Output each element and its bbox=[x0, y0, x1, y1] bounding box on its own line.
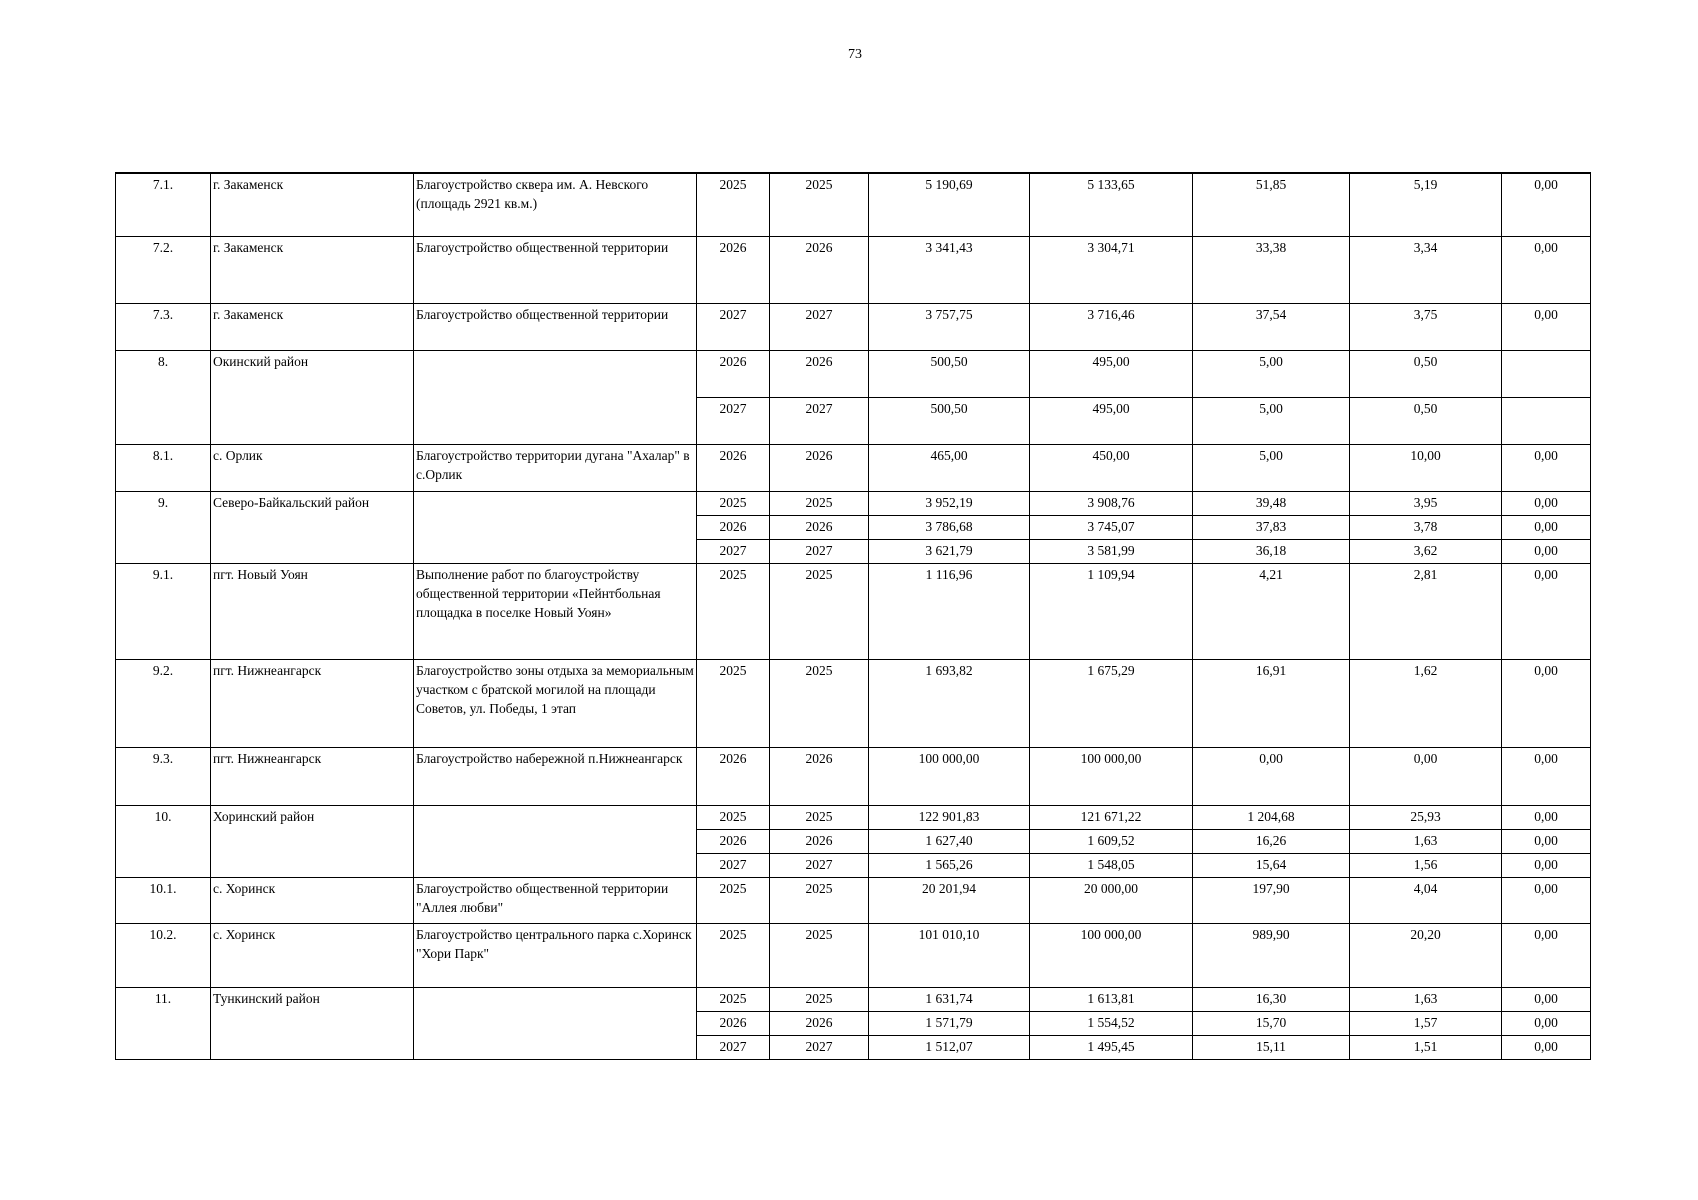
amount-cell: 989,90 bbox=[1193, 923, 1350, 987]
end-year-cell: 2025 bbox=[770, 491, 869, 515]
amount-cell: 1,56 bbox=[1350, 853, 1502, 877]
project-cell: Благоустройство общественной территории bbox=[414, 236, 697, 303]
location-cell: г. Закаменск bbox=[211, 236, 414, 303]
amount-cell: 0,00 bbox=[1502, 747, 1591, 805]
amount-cell: 16,30 bbox=[1193, 987, 1350, 1011]
start-year-cell: 2027 bbox=[697, 1035, 770, 1059]
row-number: 8. bbox=[116, 350, 211, 444]
amount-cell: 3 757,75 bbox=[869, 303, 1030, 350]
amount-cell: 5,00 bbox=[1193, 444, 1350, 491]
end-year-cell: 2025 bbox=[770, 173, 869, 236]
amount-cell: 3,78 bbox=[1350, 515, 1502, 539]
table-row bbox=[116, 805, 1591, 829]
amount-cell: 1,62 bbox=[1350, 659, 1502, 747]
location-cell: Окинский район bbox=[211, 350, 414, 444]
end-year-cell: 2027 bbox=[770, 539, 869, 563]
amount-cell: 5,00 bbox=[1193, 350, 1350, 397]
amount-cell: 16,91 bbox=[1193, 659, 1350, 747]
end-year-cell: 2026 bbox=[770, 350, 869, 397]
row-number: 11. bbox=[116, 987, 211, 1059]
amount-cell: 1 495,45 bbox=[1030, 1035, 1193, 1059]
amount-cell: 5,00 bbox=[1193, 397, 1350, 444]
amount-cell: 3,34 bbox=[1350, 236, 1502, 303]
amount-cell: 465,00 bbox=[869, 444, 1030, 491]
amount-cell: 197,90 bbox=[1193, 877, 1350, 923]
amount-cell: 51,85 bbox=[1193, 173, 1350, 236]
amount-cell: 25,93 bbox=[1350, 805, 1502, 829]
amount-cell: 33,38 bbox=[1193, 236, 1350, 303]
amount-cell: 1 565,26 bbox=[869, 853, 1030, 877]
amount-cell bbox=[1502, 397, 1591, 444]
amount-cell: 3 786,68 bbox=[869, 515, 1030, 539]
start-year-cell: 2025 bbox=[697, 923, 770, 987]
row-number: 9.3. bbox=[116, 747, 211, 805]
amount-cell: 0,00 bbox=[1502, 877, 1591, 923]
start-year-cell: 2026 bbox=[697, 444, 770, 491]
row-number: 9. bbox=[116, 491, 211, 563]
end-year-cell: 2027 bbox=[770, 397, 869, 444]
row-number: 10.1. bbox=[116, 877, 211, 923]
start-year-cell: 2025 bbox=[697, 491, 770, 515]
start-year-cell: 2027 bbox=[697, 397, 770, 444]
start-year-cell: 2025 bbox=[697, 877, 770, 923]
amount-cell: 3 341,43 bbox=[869, 236, 1030, 303]
row-number: 7.3. bbox=[116, 303, 211, 350]
row-number: 10.2. bbox=[116, 923, 211, 987]
location-cell: с. Орлик bbox=[211, 444, 414, 491]
project-cell: Выполнение работ по благоустройству общественной территории «Пейнтбольная площадка в поселке Новый Уоян» bbox=[414, 563, 697, 659]
amount-cell: 10,00 bbox=[1350, 444, 1502, 491]
amount-cell: 15,64 bbox=[1193, 853, 1350, 877]
amount-cell: 1 631,74 bbox=[869, 987, 1030, 1011]
amount-cell: 100 000,00 bbox=[1030, 923, 1193, 987]
start-year-cell: 2026 bbox=[697, 236, 770, 303]
amount-cell: 3 621,79 bbox=[869, 539, 1030, 563]
project-cell: Благоустройство общественной территории bbox=[414, 303, 697, 350]
end-year-cell: 2025 bbox=[770, 805, 869, 829]
amount-cell: 1 675,29 bbox=[1030, 659, 1193, 747]
amount-cell: 0,00 bbox=[1502, 444, 1591, 491]
amount-cell: 100 000,00 bbox=[869, 747, 1030, 805]
amount-cell: 1 116,96 bbox=[869, 563, 1030, 659]
amount-cell: 16,26 bbox=[1193, 829, 1350, 853]
start-year-cell: 2026 bbox=[697, 747, 770, 805]
amount-cell: 0,00 bbox=[1502, 173, 1591, 236]
amount-cell: 3 304,71 bbox=[1030, 236, 1193, 303]
amount-cell: 15,70 bbox=[1193, 1011, 1350, 1035]
table-row bbox=[116, 747, 1591, 805]
project-cell bbox=[414, 805, 697, 877]
end-year-cell: 2027 bbox=[770, 1035, 869, 1059]
amount-cell: 3 581,99 bbox=[1030, 539, 1193, 563]
amount-cell: 0,00 bbox=[1502, 539, 1591, 563]
project-cell: Благоустройство набережной п.Нижнеангарск bbox=[414, 747, 697, 805]
start-year-cell: 2025 bbox=[697, 805, 770, 829]
project-cell: Благоустройство сквера им. А. Невского (площадь 2921 кв.м.) bbox=[414, 173, 697, 236]
amount-cell: 3 908,76 bbox=[1030, 491, 1193, 515]
start-year-cell: 2027 bbox=[697, 539, 770, 563]
budget-table bbox=[115, 172, 1591, 1060]
amount-cell: 20 201,94 bbox=[869, 877, 1030, 923]
table-row bbox=[116, 563, 1591, 659]
table-row bbox=[116, 987, 1591, 1011]
start-year-cell: 2026 bbox=[697, 350, 770, 397]
amount-cell: 450,00 bbox=[1030, 444, 1193, 491]
table-row bbox=[116, 877, 1591, 923]
start-year-cell: 2025 bbox=[697, 987, 770, 1011]
location-cell: пгт. Нижнеангарск bbox=[211, 659, 414, 747]
row-number: 9.1. bbox=[116, 563, 211, 659]
amount-cell: 0,00 bbox=[1502, 563, 1591, 659]
amount-cell: 3,95 bbox=[1350, 491, 1502, 515]
amount-cell: 5 133,65 bbox=[1030, 173, 1193, 236]
location-cell: Хоринский район bbox=[211, 805, 414, 877]
amount-cell: 1 109,94 bbox=[1030, 563, 1193, 659]
location-cell: с. Хоринск bbox=[211, 877, 414, 923]
table-row bbox=[116, 173, 1591, 236]
amount-cell: 1,51 bbox=[1350, 1035, 1502, 1059]
amount-cell: 1 204,68 bbox=[1193, 805, 1350, 829]
table-body bbox=[116, 173, 1591, 1059]
end-year-cell: 2026 bbox=[770, 444, 869, 491]
location-cell: Северо-Байкальский район bbox=[211, 491, 414, 563]
location-cell: с. Хоринск bbox=[211, 923, 414, 987]
project-cell: Благоустройство общественной территории "Аллея любви" bbox=[414, 877, 697, 923]
amount-cell: 3 716,46 bbox=[1030, 303, 1193, 350]
amount-cell: 500,50 bbox=[869, 350, 1030, 397]
start-year-cell: 2025 bbox=[697, 659, 770, 747]
location-cell: Тункинский район bbox=[211, 987, 414, 1059]
start-year-cell: 2027 bbox=[697, 303, 770, 350]
amount-cell: 0,00 bbox=[1502, 236, 1591, 303]
amount-cell: 1 512,07 bbox=[869, 1035, 1030, 1059]
amount-cell: 1 609,52 bbox=[1030, 829, 1193, 853]
amount-cell: 37,54 bbox=[1193, 303, 1350, 350]
amount-cell: 0,00 bbox=[1502, 987, 1591, 1011]
amount-cell: 0,00 bbox=[1502, 659, 1591, 747]
amount-cell: 1 693,82 bbox=[869, 659, 1030, 747]
table-row bbox=[116, 491, 1591, 515]
amount-cell: 0,50 bbox=[1350, 350, 1502, 397]
row-number: 7.2. bbox=[116, 236, 211, 303]
amount-cell: 0,00 bbox=[1502, 303, 1591, 350]
start-year-cell: 2026 bbox=[697, 515, 770, 539]
end-year-cell: 2026 bbox=[770, 236, 869, 303]
end-year-cell: 2026 bbox=[770, 829, 869, 853]
start-year-cell: 2026 bbox=[697, 829, 770, 853]
amount-cell: 5,19 bbox=[1350, 173, 1502, 236]
start-year-cell: 2025 bbox=[697, 173, 770, 236]
end-year-cell: 2027 bbox=[770, 303, 869, 350]
amount-cell: 36,18 bbox=[1193, 539, 1350, 563]
amount-cell: 3 745,07 bbox=[1030, 515, 1193, 539]
amount-cell: 1,63 bbox=[1350, 829, 1502, 853]
amount-cell: 15,11 bbox=[1193, 1035, 1350, 1059]
amount-cell: 121 671,22 bbox=[1030, 805, 1193, 829]
amount-cell: 1 571,79 bbox=[869, 1011, 1030, 1035]
project-cell bbox=[414, 350, 697, 444]
amount-cell: 20,20 bbox=[1350, 923, 1502, 987]
amount-cell: 500,50 bbox=[869, 397, 1030, 444]
amount-cell: 122 901,83 bbox=[869, 805, 1030, 829]
table-row bbox=[116, 444, 1591, 491]
amount-cell: 0,00 bbox=[1502, 491, 1591, 515]
amount-cell: 0,00 bbox=[1193, 747, 1350, 805]
amount-cell: 4,21 bbox=[1193, 563, 1350, 659]
amount-cell: 4,04 bbox=[1350, 877, 1502, 923]
amount-cell: 0,00 bbox=[1502, 829, 1591, 853]
table-row bbox=[116, 303, 1591, 350]
end-year-cell: 2026 bbox=[770, 747, 869, 805]
amount-cell: 0,00 bbox=[1502, 923, 1591, 987]
amount-cell: 0,00 bbox=[1502, 1011, 1591, 1035]
amount-cell: 1 613,81 bbox=[1030, 987, 1193, 1011]
amount-cell: 0,00 bbox=[1502, 1035, 1591, 1059]
project-cell: Благоустройство центрального парка с.Хоринск "Хори Парк" bbox=[414, 923, 697, 987]
amount-cell: 0,00 bbox=[1350, 747, 1502, 805]
amount-cell: 0,00 bbox=[1502, 515, 1591, 539]
start-year-cell: 2026 bbox=[697, 1011, 770, 1035]
row-number: 9.2. bbox=[116, 659, 211, 747]
amount-cell: 1,63 bbox=[1350, 987, 1502, 1011]
amount-cell: 37,83 bbox=[1193, 515, 1350, 539]
amount-cell: 1,57 bbox=[1350, 1011, 1502, 1035]
amount-cell: 3 952,19 bbox=[869, 491, 1030, 515]
table-row bbox=[116, 236, 1591, 303]
location-cell: г. Закаменск bbox=[211, 303, 414, 350]
amount-cell: 100 000,00 bbox=[1030, 747, 1193, 805]
location-cell: пгт. Нижнеангарск bbox=[211, 747, 414, 805]
row-number: 8.1. bbox=[116, 444, 211, 491]
amount-cell: 3,75 bbox=[1350, 303, 1502, 350]
project-cell: Благоустройство зоны отдыха за мемориальным участком с братской могилой на площади Советов, ул. Победы, 1 этап bbox=[414, 659, 697, 747]
end-year-cell: 2026 bbox=[770, 1011, 869, 1035]
amount-cell: 39,48 bbox=[1193, 491, 1350, 515]
location-cell: г. Закаменск bbox=[211, 173, 414, 236]
amount-cell: 2,81 bbox=[1350, 563, 1502, 659]
end-year-cell: 2025 bbox=[770, 659, 869, 747]
end-year-cell: 2025 bbox=[770, 987, 869, 1011]
amount-cell: 495,00 bbox=[1030, 397, 1193, 444]
amount-cell: 3,62 bbox=[1350, 539, 1502, 563]
project-cell bbox=[414, 491, 697, 563]
amount-cell: 5 190,69 bbox=[869, 173, 1030, 236]
end-year-cell: 2025 bbox=[770, 563, 869, 659]
location-cell: пгт. Новый Уоян bbox=[211, 563, 414, 659]
page-number: 73 bbox=[848, 47, 862, 62]
amount-cell: 1 627,40 bbox=[869, 829, 1030, 853]
amount-cell: 0,00 bbox=[1502, 853, 1591, 877]
amount-cell: 101 010,10 bbox=[869, 923, 1030, 987]
amount-cell: 495,00 bbox=[1030, 350, 1193, 397]
table-row bbox=[116, 350, 1591, 397]
amount-cell: 1 548,05 bbox=[1030, 853, 1193, 877]
project-cell bbox=[414, 987, 697, 1059]
amount-cell: 20 000,00 bbox=[1030, 877, 1193, 923]
project-cell: Благоустройство территории дугана "Ахалар" в с.Орлик bbox=[414, 444, 697, 491]
table-row bbox=[116, 923, 1591, 987]
end-year-cell: 2027 bbox=[770, 853, 869, 877]
amount-cell: 0,00 bbox=[1502, 805, 1591, 829]
row-number: 10. bbox=[116, 805, 211, 877]
end-year-cell: 2026 bbox=[770, 515, 869, 539]
amount-cell: 1 554,52 bbox=[1030, 1011, 1193, 1035]
end-year-cell: 2025 bbox=[770, 877, 869, 923]
amount-cell: 0,50 bbox=[1350, 397, 1502, 444]
start-year-cell: 2027 bbox=[697, 853, 770, 877]
start-year-cell: 2025 bbox=[697, 563, 770, 659]
amount-cell bbox=[1502, 350, 1591, 397]
table-row bbox=[116, 659, 1591, 747]
end-year-cell: 2025 bbox=[770, 923, 869, 987]
row-number: 7.1. bbox=[116, 173, 211, 236]
